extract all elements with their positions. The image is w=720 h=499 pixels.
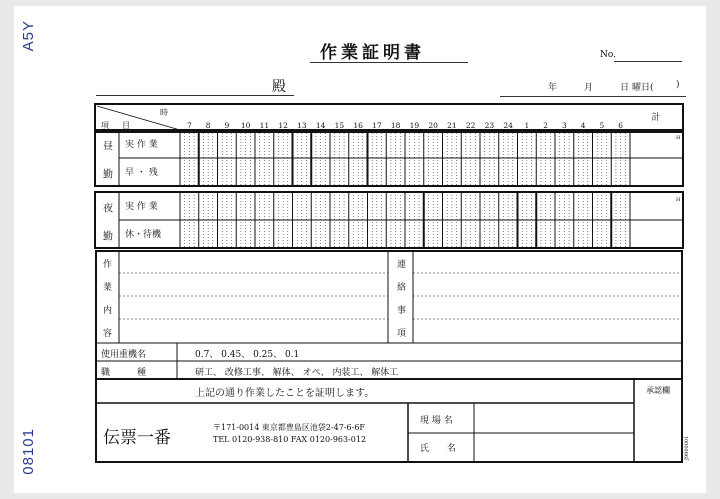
content-label-char: 作 (103, 260, 113, 270)
approval-label: 承認欄 (646, 386, 670, 395)
company-address: 〒171-0014 東京都豊島区池袋2-47-6-6F (213, 423, 365, 432)
certify-text: 上記の通り作業したことを証明します。 (195, 388, 375, 399)
night-shift-row-label: 実 作 業 (125, 201, 158, 212)
weekday-close: ) (676, 80, 680, 90)
page-title: 作業証明書 (320, 43, 425, 63)
bottom-code: 08101 (20, 428, 37, 475)
year-label: 年 (548, 83, 558, 93)
contact-label-char: 連 (397, 260, 407, 270)
content-label-char: 業 (103, 283, 113, 293)
day-shift-row-label: 実 作 業 (125, 139, 158, 150)
total-label: 計 (651, 113, 661, 123)
hour-label: 23 (484, 121, 495, 130)
corner-item-label: 項 (101, 121, 109, 130)
month-label: 月 (584, 83, 594, 93)
hour-label: 3 (561, 121, 567, 130)
hour-label: 13 (297, 121, 307, 130)
lower-form-box (95, 250, 683, 463)
content-label-char: 容 (103, 329, 113, 339)
day-label: 日 (620, 83, 630, 93)
day-shift-label: 勤 (103, 169, 113, 181)
hour-label: 2 (543, 121, 549, 130)
day-shift-row-label: 早 ・ 残 (125, 167, 158, 178)
hour-label: 10 (240, 121, 251, 130)
machines-value: 0.7、 0.45、 0.25、 0.1 (195, 350, 300, 360)
hour-label: 9 (224, 121, 230, 130)
company-tel-fax: TEL 0120-938-810 FAX 0120-963-012 (213, 435, 367, 444)
number-label: No. (600, 50, 616, 60)
weekday-label: 曜日( (632, 83, 654, 93)
hour-label: 7 (186, 121, 192, 130)
hour-label: 4 (580, 121, 586, 130)
trade-value: 研工、 改修工事、 解体、 オペ、 内装工、 解体工 (195, 368, 399, 378)
hour-label: 6 (618, 121, 624, 130)
hour-label: 20 (428, 121, 438, 130)
contact-label-char: 項 (397, 329, 407, 339)
addressee-suffix: 殿 (272, 79, 286, 95)
hour-label: 22 (465, 121, 476, 130)
hour-label: 14 (315, 121, 326, 130)
hour-label: 17 (372, 121, 382, 130)
content-label-char: 内 (103, 306, 113, 316)
hour-label: 1 (524, 121, 530, 130)
hour-label: 12 (278, 121, 288, 130)
night-shift-label: 勤 (103, 231, 113, 243)
hour-label: 15 (334, 121, 345, 130)
night-shift-row-label: 休・待機 (125, 229, 162, 240)
hour-label: 11 (259, 121, 270, 130)
contact-label-char: 事 (397, 306, 407, 316)
hour-label: 18 (390, 121, 401, 130)
day-shift-label: 昼 (103, 141, 113, 153)
top-code: A5Y (20, 20, 37, 52)
night-shift-label: 夜 (103, 203, 113, 215)
hour-label: 21 (447, 121, 457, 130)
hour-label: 16 (353, 121, 363, 130)
unit-label: H (676, 135, 681, 141)
site-name-label: 現 場 名 (420, 416, 453, 426)
hour-label: 8 (205, 121, 211, 130)
corner-hour-label: 時 (160, 108, 168, 117)
tiny-code: J9900001 (684, 435, 690, 460)
person-name-label: 氏 名 (420, 444, 457, 454)
hour-label: 24 (503, 121, 513, 130)
company-name: 伝票一番 (103, 428, 171, 448)
unit-label: H (676, 197, 681, 203)
contact-label-char: 絡 (397, 283, 407, 293)
header-row-frame (95, 104, 683, 132)
machines-label: 使用重機名 (101, 350, 147, 360)
hour-label: 5 (599, 121, 605, 130)
trade-label: 職 種 (101, 368, 147, 378)
hour-label: 19 (409, 121, 420, 130)
corner-item-label: 目 (122, 121, 130, 130)
